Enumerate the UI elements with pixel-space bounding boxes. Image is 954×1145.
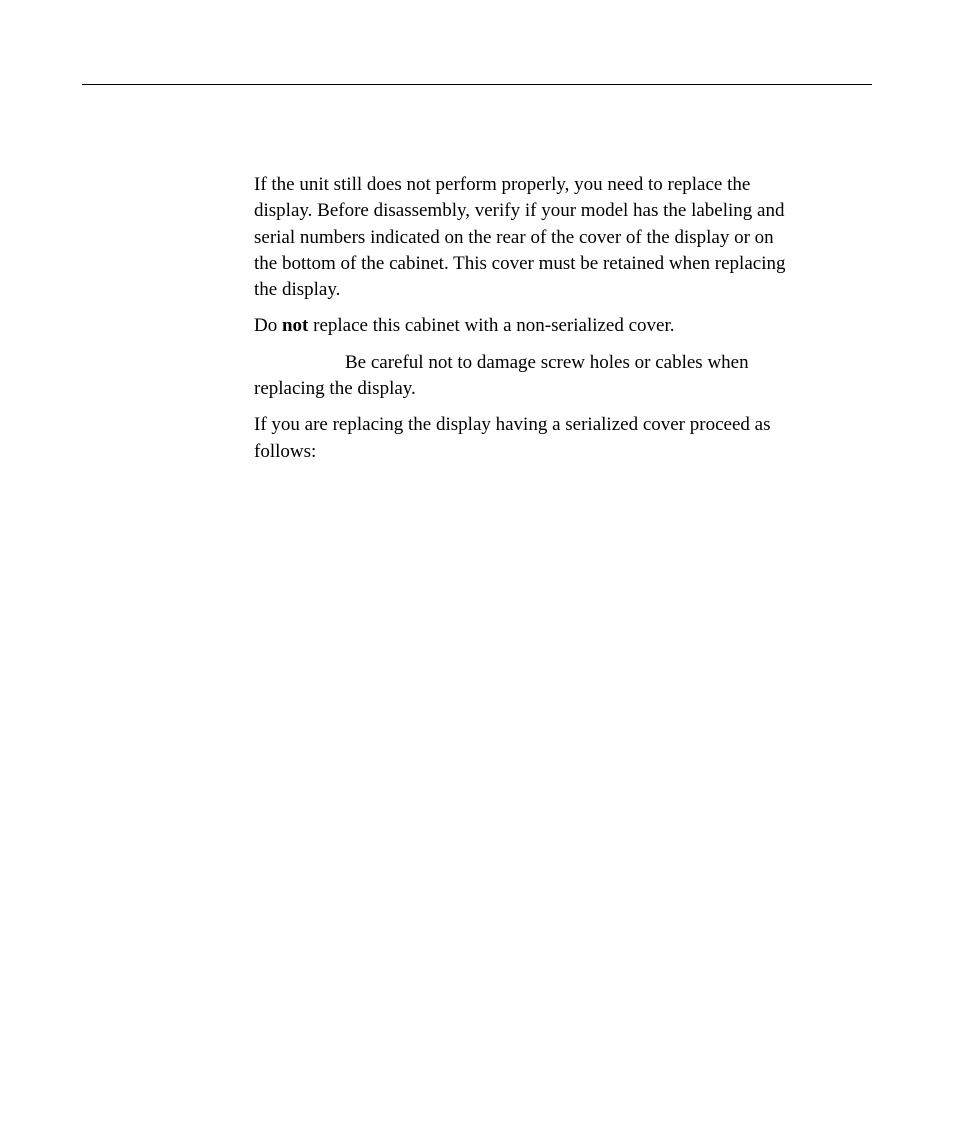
text-suffix: replace this cabinet with a non-serialized cover. [308, 315, 675, 337]
caution-text: Be careful not to damage screw holes or cables when [345, 351, 749, 373]
text-line: the bottom of the cabinet. This cover must be retained when replacing [254, 252, 786, 274]
paragraph-replace-display [254, 172, 864, 303]
text-line: If the unit still does not perform properly, you need to replace the [254, 174, 751, 195]
text-line [254, 313, 864, 339]
paragraph-do-not-replace [254, 313, 864, 339]
text-line: display. Before disassembly, verify if your model has the labeling and [254, 200, 785, 222]
emphasis-not: not [281, 315, 309, 337]
text-line: If you are replacing the display having a serialized cover proceed as [254, 414, 771, 436]
header-rule [82, 84, 872, 85]
text-line: follows: [254, 440, 317, 462]
text-line: serial numbers indicated on the rear of the cover of the display or on [254, 226, 774, 248]
text-line: the display. [254, 279, 341, 301]
paragraph-serialized-cover [254, 412, 864, 465]
text-line [254, 350, 864, 376]
paragraph-caution [254, 350, 864, 403]
text-line: replacing the display. [254, 378, 416, 400]
text-prefix: Do [254, 315, 282, 337]
document-body [254, 172, 864, 475]
